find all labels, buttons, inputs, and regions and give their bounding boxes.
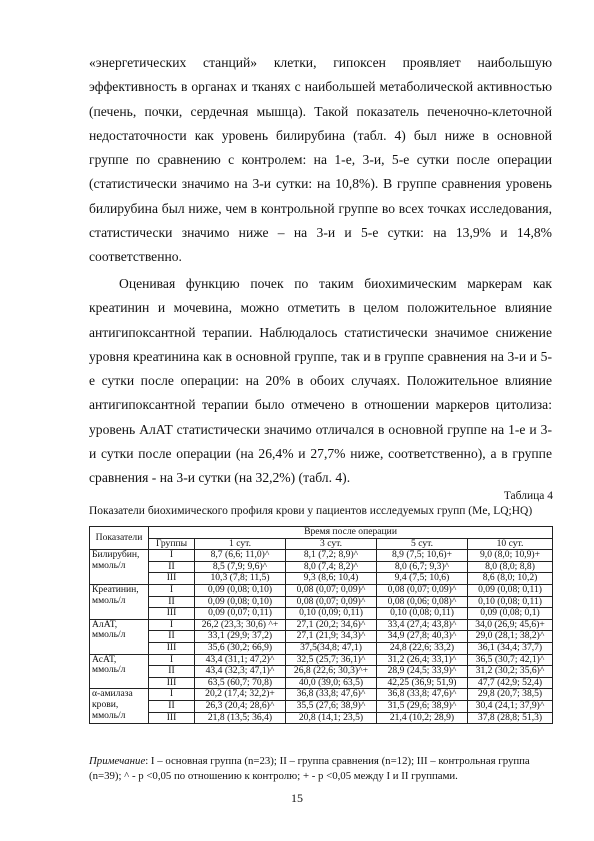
- value-cell: 29,0 (28,1; 38,2)^: [468, 631, 553, 643]
- group-cell: III: [149, 642, 195, 654]
- value-cell: 8,6 (8,0; 10,2): [468, 573, 553, 585]
- value-cell: 37,8 (28,8; 51,3): [468, 712, 553, 724]
- value-cell: 42,25 (36,9; 51,9): [377, 677, 468, 689]
- value-cell: 34,9 (27,8; 40,3)^: [377, 631, 468, 643]
- group-cell: I: [149, 619, 195, 631]
- group-cell: III: [149, 608, 195, 620]
- table-note: [89, 754, 552, 783]
- table-row: [90, 689, 553, 701]
- table-row: [90, 712, 553, 724]
- value-cell: 21,4 (10,2; 28,9): [377, 712, 468, 724]
- paragraph-1: [89, 51, 552, 270]
- group-cell: I: [149, 689, 195, 701]
- paragraph-1-text: «энергетических станций» клетки, гипоксен проявляет наибольшую эффективность в органах и тканях с наибольшей метаболической активностью (печень, почки, сердечная мышца). Такой показатель печеночно-клеточной недостаточности как уровень билирубина (табл. 4) был ниже в основной группе по сравнению с контролем: на 1-е, 3-и, 5-е сутки после операции (статистически значимо на 3-и сутки: на 10,8%). В группе сравнения уровень билирубина был ниже, чем в контрольной группе во всех точках исследования, статистически значимо ниже – на 3-и и 5-е сутки: на 13,9% и 14,8% соответственно.: [89, 55, 552, 265]
- note-label: Примечание: [89, 755, 146, 767]
- value-cell: 0,09 (0,08; 0,1): [468, 608, 553, 620]
- table-row: [90, 596, 553, 608]
- header-time-5: 5 сут.: [377, 538, 468, 550]
- table-row: [90, 666, 553, 678]
- value-cell: 26,8 (22,6; 30,3)^+: [286, 666, 377, 678]
- table-row: [90, 608, 553, 620]
- value-cell: 8,1 (7,2; 8,9)^: [286, 550, 377, 562]
- value-cell: 43,4 (31,1; 47,2)^: [195, 654, 286, 666]
- value-cell: 31,2 (30,2; 35,6)^: [468, 666, 553, 678]
- indicator-name: АсАТ, ммоль/л: [90, 654, 149, 689]
- value-cell: 47,7 (42,9; 52,4): [468, 677, 553, 689]
- value-cell: 32,5 (25,7; 36,1)^: [286, 654, 377, 666]
- value-cell: 20,2 (17,4; 32,2)+: [195, 689, 286, 701]
- value-cell: 24,8 (22,6; 33,2): [377, 642, 468, 654]
- group-cell: II: [149, 700, 195, 712]
- value-cell: 63,5 (60,7; 70,8): [195, 677, 286, 689]
- value-cell: 8,0 (6,7; 9,3)^: [377, 561, 468, 573]
- value-cell: 27,1 (20,2; 34,6)^: [286, 619, 377, 631]
- value-cell: 21,8 (13,5; 36,4): [195, 712, 286, 724]
- value-cell: 35,6 (30,2; 66,9): [195, 642, 286, 654]
- header-time-1: 1 сут.: [195, 538, 286, 550]
- table-row: [90, 550, 553, 562]
- indicator-name: Билирубин, ммоль/л: [90, 550, 149, 585]
- value-cell: 9,3 (8,6; 10,4): [286, 573, 377, 585]
- header-time-3: 3 сут.: [286, 538, 377, 550]
- value-cell: 31,2 (26,4; 33,1)^: [377, 654, 468, 666]
- value-cell: 8,0 (7,4; 8,2)^: [286, 561, 377, 573]
- value-cell: 26,3 (20,4; 28,6)^: [195, 700, 286, 712]
- indicator-name: Креатинин, ммоль/л: [90, 584, 149, 619]
- group-cell: I: [149, 550, 195, 562]
- group-cell: III: [149, 712, 195, 724]
- table-body: [90, 550, 553, 724]
- table-row: [90, 642, 553, 654]
- value-cell: 33,1 (29,9; 37,2): [195, 631, 286, 643]
- value-cell: 9,0 (8,0; 10,9)+: [468, 550, 553, 562]
- page-number: 15: [291, 791, 303, 805]
- value-cell: 29,8 (20,7; 38,5): [468, 689, 553, 701]
- value-cell: 30,4 (24,1; 37,9)^: [468, 700, 553, 712]
- table-row: [90, 573, 553, 585]
- value-cell: 0,08 (0,06; 0,08)^: [377, 596, 468, 608]
- value-cell: 0,09 (0,07; 0,11): [195, 608, 286, 620]
- value-cell: 8,5 (7,9; 9,6)^: [195, 561, 286, 573]
- table-row: [90, 654, 553, 666]
- header-time: Время после операции: [149, 527, 553, 539]
- group-cell: I: [149, 584, 195, 596]
- table-row: [90, 631, 553, 643]
- group-cell: I: [149, 654, 195, 666]
- value-cell: 0,10 (0,08; 0,11): [468, 596, 553, 608]
- table-label: Таблица 4: [503, 490, 553, 502]
- value-cell: 28,9 (24,5; 33,9)^: [377, 666, 468, 678]
- value-cell: 0,08 (0,07; 0,09)^: [286, 596, 377, 608]
- value-cell: 33,4 (27,4; 43,8)^: [377, 619, 468, 631]
- value-cell: 0,10 (0,09; 0,11): [286, 608, 377, 620]
- value-cell: 37,5(34,8; 47,1): [286, 642, 377, 654]
- value-cell: 31,5 (29,6; 38,9)^: [377, 700, 468, 712]
- value-cell: 20,8 (14,1; 23,5): [286, 712, 377, 724]
- group-cell: II: [149, 666, 195, 678]
- value-cell: 0,10 (0,08; 0,11): [377, 608, 468, 620]
- paragraph-2: [89, 272, 552, 491]
- value-cell: 9,4 (7,5; 10,6): [377, 573, 468, 585]
- paragraph-2-text: Оценивая функцию почек по таким биохимическим маркерам как креатинин и мочевина, можно отметить в целом положительное влияние антигипоксантной терапии. Наблюдалось статистически значимое снижение уровня креатинина как в основной группе, так и в группе сравнения на 3-и и 5-е сутки после операции: на 20% в обоих случаях. Положительное влияние антигипоксантной терапии было отмечено в отношении маркеров цитолиза: уровень АлАТ статистически значимо отличался в основной группе на 1-е и 3-и сутки после операции (на 26,4% и 27,7% ниже, соответственно), а в группе сравнения - на 3-и сутки (на 32,2%) (табл. 4).: [89, 276, 552, 486]
- value-cell: 0,08 (0,07; 0,09)^: [377, 584, 468, 596]
- indicator-name: АлАТ, ммоль/л: [90, 619, 149, 654]
- value-cell: 8,9 (7,5; 10,6)+: [377, 550, 468, 562]
- value-cell: 0,08 (0,07; 0,09)^: [286, 584, 377, 596]
- value-cell: 8,7 (6,6; 11,0)^: [195, 550, 286, 562]
- group-cell: II: [149, 596, 195, 608]
- indicator-name: α-амилаза крови, ммоль/л: [90, 689, 149, 724]
- biochem-table: [89, 526, 553, 724]
- table-row: [90, 561, 553, 573]
- value-cell: 0,09 (0,08; 0,10): [195, 584, 286, 596]
- value-cell: 8,0 (8,0; 8,8): [468, 561, 553, 573]
- header-time-10: 10 сут.: [468, 538, 553, 550]
- value-cell: 36,1 (34,4; 37,7): [468, 642, 553, 654]
- group-cell: III: [149, 573, 195, 585]
- table-header-row-1: [90, 527, 553, 539]
- value-cell: 26,2 (23,3; 30,6) ^+: [195, 619, 286, 631]
- table-row: [90, 700, 553, 712]
- table-row: [90, 584, 553, 596]
- value-cell: 0,09 (0,08; 0,10): [195, 596, 286, 608]
- group-cell: II: [149, 631, 195, 643]
- value-cell: 36,5 (30,7; 42,1)^: [468, 654, 553, 666]
- value-cell: 10,3 (7,8; 11,5): [195, 573, 286, 585]
- value-cell: 27,1 (21,9; 34,3)^: [286, 631, 377, 643]
- header-indicator: Показатели: [90, 527, 149, 550]
- table-title: Показатели биохимического профиля крови у пациентов исследуемых групп (Me, LQ;HQ): [89, 505, 533, 517]
- value-cell: 36,8 (33,8; 47,6)^: [286, 689, 377, 701]
- value-cell: 36,8 (33,8; 47,6)^: [377, 689, 468, 701]
- table-header-row-2: [90, 538, 553, 550]
- value-cell: 34,0 (26,9; 45,6)+: [468, 619, 553, 631]
- table-row: [90, 677, 553, 689]
- header-groups: Группы: [149, 538, 195, 550]
- value-cell: 35,5 (27,6; 38,9)^: [286, 700, 377, 712]
- table-row: [90, 619, 553, 631]
- value-cell: 40,0 (39,0; 63,5): [286, 677, 377, 689]
- group-cell: III: [149, 677, 195, 689]
- value-cell: 0,09 (0,08; 0,11): [468, 584, 553, 596]
- value-cell: 43,4 (32,3; 47,1)^: [195, 666, 286, 678]
- note-text: : I – основная группа (n=23); II – группа сравнения (n=12); III – контрольная группа (n=39); ^ - p <0,05 по отношению к контролю; + - p <0,05 между I и II группами.: [89, 755, 530, 782]
- group-cell: II: [149, 561, 195, 573]
